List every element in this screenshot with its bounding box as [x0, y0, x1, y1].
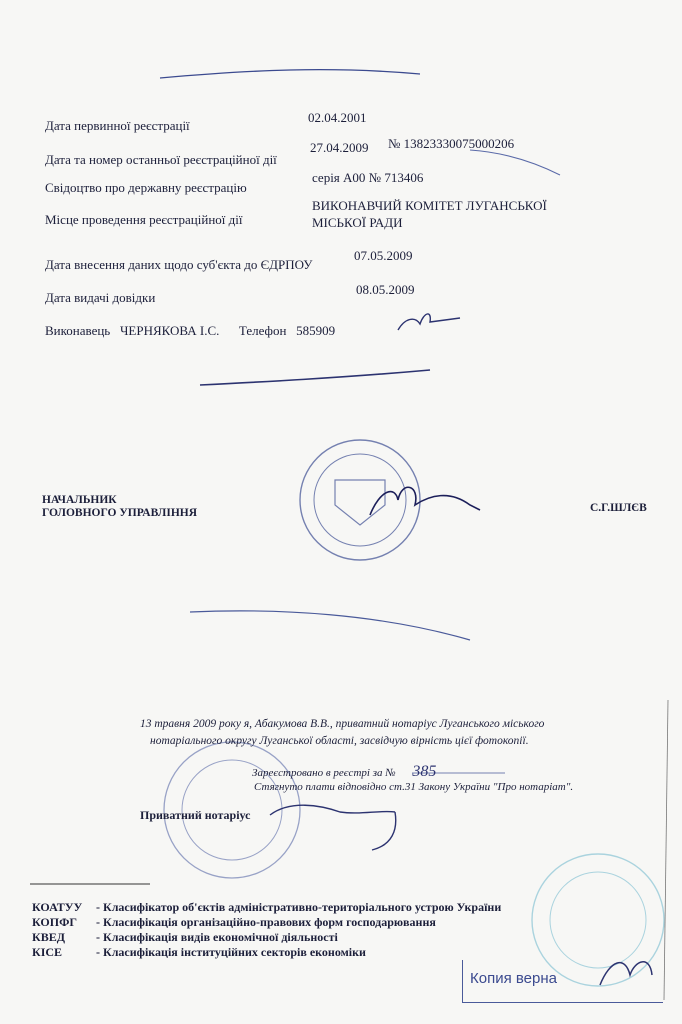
- issue-date-value: 08.05.2009: [356, 282, 415, 297]
- registered-label: Зареєстровано в реєстрі за №: [252, 767, 396, 779]
- round-seal: [300, 440, 420, 560]
- pen-stroke: [470, 150, 560, 175]
- legend-item: КВЕД - Класифікація видів економічної діяльності: [32, 930, 338, 944]
- executor-line: [45, 323, 335, 339]
- place-line-1: ВИКОНАВЧИЙ КОМІТЕТ ЛУГАНСЬКОЇ: [312, 198, 547, 213]
- place-line-2: МІСЬКОЇ РАДИ: [312, 215, 403, 230]
- notary-fee: Стягнуто плати відповідно ст.31 Закону України "Про нотаріат".: [254, 781, 574, 793]
- phone-label: Телефон: [238, 323, 287, 338]
- place-label: Місце проведення реєстраційної дії: [45, 212, 243, 227]
- legend-item: КОАТУУ - Класифікатор об'єктів адміністративно-територіального устрою України: [32, 900, 502, 914]
- signature: [398, 314, 460, 330]
- signature: [370, 487, 480, 515]
- notary-line-1: 13 травня 2009 року я, Абакумова В.В., приватний нотаріус Луганського міського: [140, 718, 545, 730]
- last-registration-number: № 13823330075000206: [388, 136, 515, 151]
- pen-stroke: [190, 611, 470, 640]
- legend-item: КІСЕ - Класифікація інституційних секторів економіки: [32, 945, 366, 959]
- edrpou-label: Дата внесення даних щодо суб'єкта до ЄДРПОУ: [45, 257, 313, 272]
- registry-number: 385: [412, 763, 437, 780]
- executor-name: ЧЕРНЯКОВА І.С.: [119, 323, 220, 338]
- last-registration-label: Дата та номер останньої реєстраційної дії: [45, 152, 277, 167]
- chief-name: С.Г.ШЛЄВ: [590, 502, 647, 514]
- primary-registration-label: Дата первинної реєстрації: [45, 118, 190, 133]
- executor-label: Виконавець: [45, 323, 111, 338]
- signature: [270, 805, 396, 850]
- phone-value: 585909: [296, 323, 336, 338]
- chief-title-1: НАЧАЛЬНИК: [42, 494, 117, 506]
- certificate-label: Свідоцтво про державну реєстрацію: [45, 180, 247, 195]
- margin-line: [664, 700, 668, 1000]
- notary-registered: [252, 763, 436, 781]
- issue-date-label: Дата видачі довідки: [45, 290, 156, 305]
- pen-stroke: [200, 370, 430, 385]
- edrpou-value: 07.05.2009: [354, 248, 413, 263]
- primary-registration-value: 02.04.2001: [308, 110, 367, 125]
- copy-stamp-text: Копия верна: [470, 970, 557, 987]
- notary-line-2: нотаріального округу Луганської області, засвідчую вірність цієї фотокопії.: [150, 735, 529, 747]
- last-registration-date: 27.04.2009: [310, 140, 369, 155]
- pen-stroke: [160, 70, 420, 78]
- chief-title-2: ГОЛОВНОГО УПРАВЛІННЯ: [42, 507, 198, 519]
- legend-item: КОПФГ - Класифікація організаційно-правових форм господарювання: [32, 915, 436, 929]
- notary-signature-label: Приватний нотаріус: [140, 808, 251, 822]
- certificate-value: серія А00 № 713406: [312, 170, 424, 185]
